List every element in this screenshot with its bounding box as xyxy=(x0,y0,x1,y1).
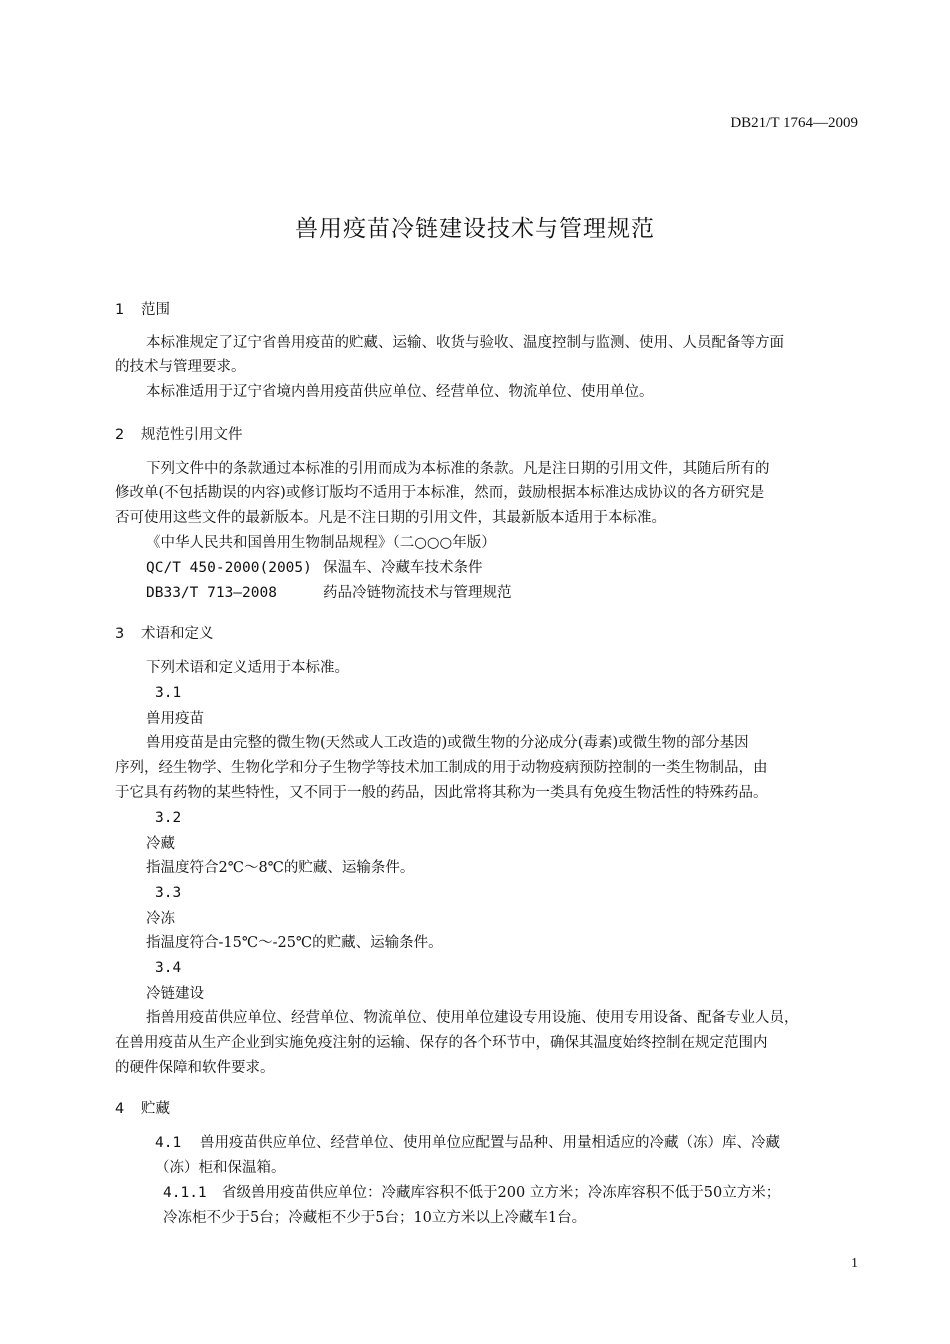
clause-line: 省级兽用疫苗供应单位：冷藏库容积不低于200 立方米；冷冻库容积不低于50立方米； xyxy=(222,1185,781,1201)
clause-line: 兽用疫苗供应单位、经营单位、使用单位应配置与品种、用量相适应的冷藏（冻）库、冷藏 xyxy=(200,1135,780,1151)
reference-title: 药品冷链物流技术与管理规范 xyxy=(323,585,512,601)
section-title: 术语和定义 xyxy=(141,626,214,642)
clause-line: （冻）柜和保温箱。 xyxy=(155,1160,286,1176)
definition-line: 在兽用疫苗从生产企业到实施免疫注射的运输、保存的各个环节中，确保其温度始终控制在规定范围内 xyxy=(115,1035,768,1051)
section-title: 贮藏 xyxy=(141,1101,170,1117)
term-number: 3.3 xyxy=(155,885,182,901)
section-1-heading xyxy=(115,298,170,319)
section-number: 3 xyxy=(115,626,125,642)
reference-title: 保温车、冷藏车技术条件 xyxy=(323,560,483,576)
definition-line: 序列，经生物学、生物化学和分子生物学等技术加工制成的用于动物疫病预防控制的一类生物制品，由 xyxy=(115,760,768,776)
definition-line: 于它具有药物的某些特性，又不同于一般的药品，因此常将其称为一类具有免疫生物活性的特殊药品。 xyxy=(115,785,768,801)
paragraph-line: 本标准适用于辽宁省境内兽用疫苗供应单位、经营单位、物流单位、使用单位。 xyxy=(146,384,654,400)
term-name: 冷链建设 xyxy=(146,986,204,1002)
section-3-heading xyxy=(115,622,214,643)
section-number: 4 xyxy=(115,1101,125,1117)
section-4-heading xyxy=(115,1097,170,1118)
paragraph-line: 下列文件中的条款通过本标准的引用而成为本标准的条款。凡是注日期的引用文件，其随后所有的 xyxy=(146,461,770,477)
section-title: 规范性引用文件 xyxy=(141,427,243,443)
page-number: 1 xyxy=(851,1256,858,1271)
clause-number: 4.1.1 xyxy=(163,1185,207,1201)
paragraph-line: 下列术语和定义适用于本标准。 xyxy=(146,660,349,676)
term-name: 兽用疫苗 xyxy=(146,711,204,727)
clause-line: 冷冻柜不少于5台；冷藏柜不少于5台；10立方米以上冷藏车1台。 xyxy=(163,1210,587,1226)
definition-line: 兽用疫苗是由完整的微生物(天然或人工改造的)或微生物的分泌成分(毒素)或微生物的部分基因 xyxy=(146,735,749,751)
term-number: 3.1 xyxy=(155,685,182,701)
reference-code: QC/T 450-2000(2005) xyxy=(146,560,312,576)
term-number: 3.2 xyxy=(155,810,182,826)
paragraph-line: 本标准规定了辽宁省兽用疫苗的贮藏、运输、收货与验收、温度控制与监测、使用、人员配备等方面 xyxy=(146,335,784,351)
definition-line: 指温度符合-15℃～-25℃的贮藏、运输条件。 xyxy=(146,935,443,951)
definition-line: 指温度符合2℃～8℃的贮藏、运输条件。 xyxy=(146,860,415,876)
reference-code: DB33/T 713—2008 xyxy=(146,585,277,601)
section-number: 2 xyxy=(115,427,125,443)
term-name: 冷冻 xyxy=(146,911,175,927)
definition-line: 指兽用疫苗供应单位、经营单位、物流单位、使用单位建设专用设施、使用专用设备、配备专业人员， xyxy=(146,1010,799,1026)
section-title: 范围 xyxy=(141,302,170,318)
paragraph-line: 修改单(不包括勘误的内容)或修订版均不适用于本标准，然而，鼓励根据本标准达成协议的各方研究是 xyxy=(115,485,765,501)
document-number: DB21/T 1764—2009 xyxy=(730,115,858,131)
document-title: 兽用疫苗冷链建设技术与管理规范 xyxy=(295,216,655,242)
clause-number: 4.1 xyxy=(155,1135,182,1151)
definition-line: 的硬件保障和软件要求。 xyxy=(115,1060,275,1076)
term-number: 3.4 xyxy=(155,960,182,976)
section-2-heading xyxy=(115,423,243,444)
term-name: 冷藏 xyxy=(146,836,175,852)
paragraph-line: 的技术与管理要求。 xyxy=(115,359,246,375)
paragraph-line: 否可使用这些文件的最新版本。凡是不注日期的引用文件，其最新版本适用于本标准。 xyxy=(115,510,666,526)
section-number: 1 xyxy=(115,302,125,318)
reference-item: 《中华人民共和国兽用生物制品规程》（二○○○年版） xyxy=(146,535,496,551)
